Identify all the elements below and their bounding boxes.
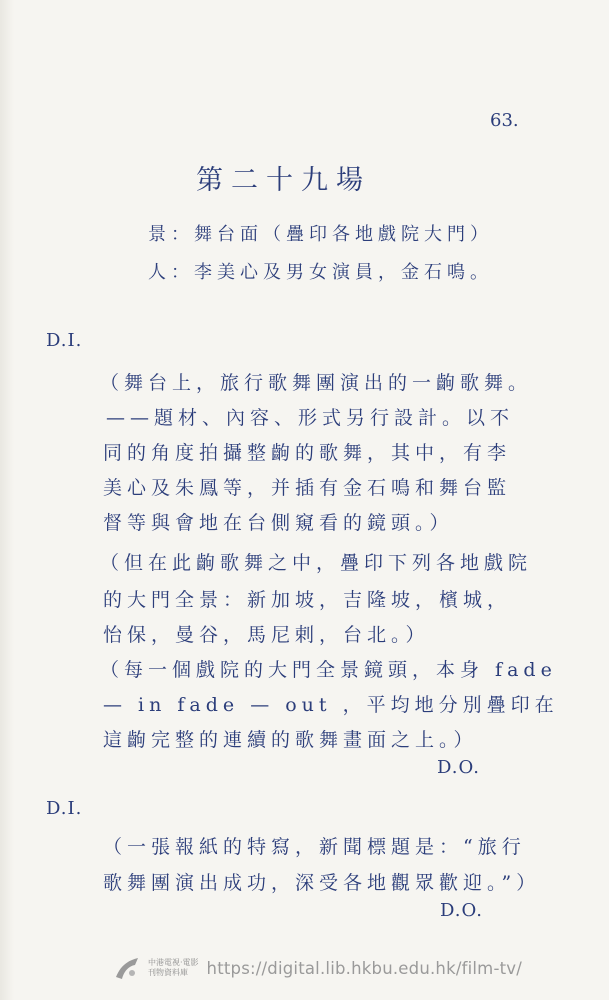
watermark-org xyxy=(148,958,199,978)
watermark-org-line: 中港電視·電影 xyxy=(148,958,199,967)
script-line: （但在此齣歌舞之中，疊印下列各地戲院 xyxy=(100,552,533,574)
watermark-url: https://digital.lib.hkbu.edu.hk/film-tv/ xyxy=(206,958,522,978)
page-edge-shadow xyxy=(0,0,14,1000)
script-line: 美心及朱鳳等，并插有金石鳴和舞台監 xyxy=(103,477,512,499)
dissolve-out-cue: D.O. xyxy=(440,900,483,921)
dissolve-out-cue: D.O. xyxy=(437,757,480,778)
script-line: ——題材、內容、形式另行設計。以不 xyxy=(106,407,515,429)
library-watermark xyxy=(112,951,592,985)
dissolve-in-cue: D.I. xyxy=(46,330,83,351)
script-line: — in fade — out ，平均地分別疊印在 xyxy=(103,694,559,716)
script-line: 怡保，曼谷，馬尼剌，台北。） xyxy=(103,624,430,646)
page-number: 63. xyxy=(490,110,519,131)
script-line: 督等與會地在台側窺看的鏡頭。） xyxy=(103,512,454,534)
script-line: 歌舞團演出成功，深受各地觀眾歡迎。”） xyxy=(103,872,541,894)
scene-cast: 人：李美心及男女演員，金石鳴。 xyxy=(148,262,493,283)
dissolve-in-cue: D.I. xyxy=(46,798,83,819)
script-line: 這齣完整的連續的歌舞畫面之上。） xyxy=(103,729,478,751)
script-line: 的大門全景：新加坡，吉隆坡，檳城， xyxy=(103,589,512,611)
watermark-org-line: 刊物資料庫 xyxy=(148,968,188,977)
script-line: （一張報紙的特寫，新聞標題是：“旅行 xyxy=(103,836,526,858)
script-line: 同的角度拍攝整齣的歌舞，其中，有李 xyxy=(103,442,512,464)
script-line: （舞台上，旅行歌舞團演出的一齣歌舞。 xyxy=(100,372,533,394)
scene-title: 第二十九場 xyxy=(196,165,371,196)
scene-setting: 景：舞台面（疊印各地戲院大門） xyxy=(148,224,493,245)
film-reel-logo-icon xyxy=(112,953,142,983)
script-line: （每一個戲院的大門全景鏡頭，本身 fade xyxy=(100,659,557,681)
